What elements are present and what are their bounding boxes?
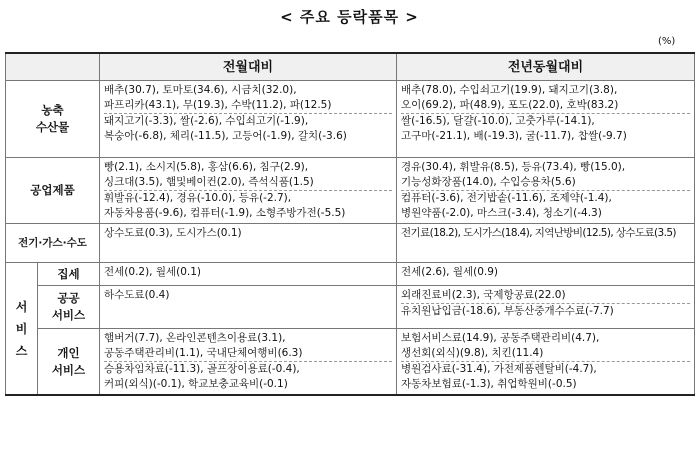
personal-mom-cell xyxy=(100,329,397,396)
row-personal xyxy=(6,329,695,396)
rent-mom: 전세(0.2), 월세(0.1) xyxy=(100,263,397,286)
personal-mom-down-1: 승용차임차료(-11.3), 골프장이용료(-0.4), xyxy=(104,363,300,375)
utility-mom: 상수도료(0.3), 도시가스(0.1) xyxy=(100,224,397,263)
industrial-mom-down-1: 휘발유(-12.4), 경유(-10.0), 등유(-2.7), xyxy=(104,192,292,204)
header-row xyxy=(6,53,695,81)
page-title: < 주요 등락품목 > xyxy=(280,8,419,26)
industrial-mom-up-2: 싱크대(3.5), 햄및베이컨(2.0), 즉석식품(1.5) xyxy=(104,176,314,188)
industrial-mom-up-1: 빵(2.1), 소시지(5.8), 홍삼(6.6), 침구(2.9), xyxy=(104,161,309,173)
industrial-yoy-up-1: 경유(30.4), 휘발유(8.5), 등유(73.4), 빵(15.0), xyxy=(401,161,626,173)
row-rent xyxy=(6,263,695,286)
price-change-table xyxy=(5,52,695,396)
agri-mom-cell xyxy=(100,81,397,158)
category-utility: 전기·가스·수도 xyxy=(6,224,100,263)
industrial-mom-down-2: 자동차용품(-9.6), 컴퓨터(-1.9), 소형주방가전(-5.5) xyxy=(104,207,346,219)
rent-yoy: 전세(2.6), 월세(0.9) xyxy=(397,263,695,286)
personal-mom-up-1: 햄버거(7.7), 온라인콘텐츠이용료(3.1), xyxy=(104,332,286,344)
category-rent: 집세 xyxy=(38,263,100,286)
header-yoy: 전년동월대비 xyxy=(397,53,695,81)
personal-yoy-down-1: 병원검사료(-31.4), 가전제품렌탈비(-4.7), xyxy=(401,363,597,375)
header-mom: 전월대비 xyxy=(100,53,397,81)
personal-yoy-cell xyxy=(397,329,695,396)
agri-yoy-down-1: 쌀(-16.5), 달걀(-10.0), 고춧가루(-14.1), xyxy=(401,115,595,127)
row-utility xyxy=(6,224,695,263)
public-yoy-cell xyxy=(397,286,695,329)
agri-yoy-up-2: 오이(69.2), 파(48.9), 포도(22.0), 호박(83.2) xyxy=(401,99,619,111)
personal-yoy-down-2: 자동차보험료(-1.3), 취업학원비(-0.5) xyxy=(401,378,577,390)
personal-mom-up-2: 공동주택관리비(1.1), 국내단체여행비(6.3) xyxy=(104,347,303,359)
row-public xyxy=(6,286,695,329)
header-blank-cell xyxy=(6,53,100,81)
row-agri xyxy=(6,81,695,158)
industrial-yoy-cell xyxy=(397,158,695,224)
category-personal: 개인 서비스 xyxy=(38,329,100,396)
category-industrial: 공업제품 xyxy=(6,158,100,224)
agri-yoy-up-1: 배추(78.0), 수입쇠고기(19.9), 돼지고기(3.8), xyxy=(401,84,618,96)
agri-mom-up-1: 배추(30.7), 토마토(34.6), 시금치(32.0), xyxy=(104,84,297,96)
personal-mom-down-2: 커피(외식)(-0.1), 학교보충교육비(-0.1) xyxy=(104,378,288,390)
public-mom: 하수도료(0.4) xyxy=(100,286,397,329)
agri-mom-down-2: 복숭아(-6.8), 체리(-11.5), 고등어(-1.9), 갈치(-3.6) xyxy=(104,130,347,142)
agri-yoy-cell xyxy=(397,81,695,158)
utility-yoy: 전기료(18.2), 도시가스(18.4), 지역난방비(12.5), 상수도료(3.5) xyxy=(397,224,695,263)
row-industrial xyxy=(6,158,695,224)
public-yoy-up: 외래진료비(2.3), 국제항공료(22.0) xyxy=(401,289,566,301)
category-public: 공공 서비스 xyxy=(38,286,100,329)
industrial-yoy-up-2: 기능성화장품(14.0), 수입승용차(5.6) xyxy=(401,176,576,188)
agri-yoy-down-2: 고구마(-21.1), 배(-19.3), 굴(-11.7), 찹쌀(-9.7) xyxy=(401,130,627,142)
category-agri: 농축 수산물 xyxy=(6,81,100,158)
industrial-yoy-down-2: 병원약품(-2.0), 마스크(-3.4), 청소기(-4.3) xyxy=(401,207,602,219)
agri-mom-up-2: 파프리카(43.1), 무(19.3), 수박(11.2), 파(12.5) xyxy=(104,99,332,111)
unit-label: (%) xyxy=(658,36,676,47)
agri-mom-down-1: 돼지고기(-3.3), 쌀(-2.6), 수입쇠고기(-1.9), xyxy=(104,115,309,127)
personal-yoy-up-2: 생선회(외식)(9.8), 치킨(11.4) xyxy=(401,347,544,359)
personal-yoy-up-1: 보험서비스료(14.9), 공동주택관리비(4.7), xyxy=(401,332,600,344)
category-service: 서 비 스 xyxy=(6,263,38,396)
industrial-mom-cell xyxy=(100,158,397,224)
public-yoy-down: 유치원납입금(-18.6), 부동산중개수수료(-7.7) xyxy=(401,305,614,317)
industrial-yoy-down-1: 컴퓨터(-3.6), 전기밥솥(-11.6), 조제약(-1.4), xyxy=(401,192,612,204)
